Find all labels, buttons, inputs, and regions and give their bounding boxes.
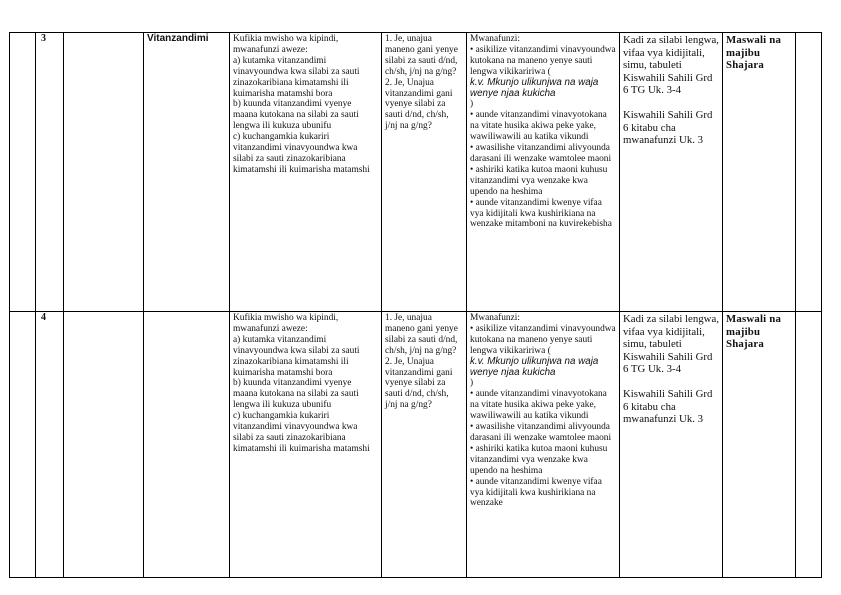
text-line: Kufikia mwisho wa kipindi, mwanafunzi aweze: — [233, 34, 341, 55]
learning-resources-cell — [620, 33, 723, 312]
spacer — [623, 376, 719, 388]
activity-item — [470, 323, 619, 389]
text-line: 1. Je, unajua maneno gani yenye silabi za sauti d/nd, ch/sh, j/nj na g/ng? — [385, 313, 461, 356]
week-cell: 4 — [36, 312, 64, 578]
text-line: • aunde vitanzandimi kwenye vifaa vya kidijitali kwa kushirikiana na wenzake — [470, 476, 605, 509]
text-line: ) — [470, 99, 474, 110]
text-line: a) kutamka vitanzandimi vinavyoundwa kwa silabi za sauti zinazokaribiana kimatamshi ili kuimarisha matamshi bora — [233, 334, 362, 378]
text-line: Mwanafunzi: — [470, 34, 520, 44]
table-row — [10, 312, 822, 578]
text-line: Kiswahili Sahili Grd 6 TG Uk. 3-4 — [623, 350, 716, 376]
lesson-cell — [64, 312, 144, 578]
text-line: Kufikia mwisho wa kipindi, mwanafunzi aweze: — [233, 313, 341, 334]
learning-outcomes-cell — [230, 312, 382, 578]
text-line: Kadi za silabi lengwa, vifaa vya kidijitali, simu, tabuleti — [623, 313, 722, 351]
learning-activities-cell — [467, 33, 620, 312]
text-line: Kadi za silabi lengwa, vifaa vya kidijitali, simu, tabuleti — [623, 34, 722, 72]
text-line: b) kuunda vitanzandimi vyenye maana kutokana na silabi za sauti lengwa ili kukuza ubunifu — [233, 378, 362, 411]
text-line: • aunde vitanzandimi kwenye vifaa vya kidijitali kwa kushirikiana na wenzake mitamboni na kuvirekebisha — [470, 197, 612, 230]
text-line: Kiswahili Sahili Grd 6 kitabu cha mwanafunzi Uk. 3 — [623, 108, 716, 147]
learning-resources-cell — [620, 312, 723, 578]
text-line: • awasilishe vitanzandimi alivyounda darasani ili wenzake wamtolee maoni — [470, 143, 613, 164]
learning-activities-cell — [467, 312, 620, 578]
text-line: • aunde vitanzandimi vinavyotokana na vitate husika akiwa peke yake, wawiliwawili au katika vikundi — [470, 389, 610, 422]
text-line: • ashiriki katika kutoa maoni kuhusu vitanzandimi vya wenzake kwa upendo na heshima — [470, 164, 610, 197]
text-line: Shajara — [726, 338, 764, 351]
week-cell: 3 — [36, 33, 64, 312]
assessment-cell — [723, 33, 796, 312]
text-line: c) kuchangamkia kukariri vitanzandimi vinavyoundwa kwa silabi za sauti zinazokaribiana kimatamshi ili kuimarisha matamshi — [233, 132, 370, 175]
text-line: • asikilize vitanzandimi vinavyoundwa kutokana na maneno yenye sauti lengwa vikikaririwa ( — [470, 323, 619, 356]
remarks-cell — [796, 312, 822, 578]
text-line: c) kuchangamkia kukariri vitanzandimi vinavyoundwa kwa silabi za sauti zinazokaribiana kimatamshi ili kuimarisha matamshi — [233, 411, 370, 454]
text-line: 1. Je, unajua maneno gani yenye silabi za sauti d/nd, ch/sh, j/nj na g/ng? — [385, 34, 461, 77]
activity-item — [470, 44, 619, 110]
remarks-cell — [796, 33, 822, 312]
text-line: • aunde vitanzandimi vinavyotokana na vitate husika akiwa peke yake, wawiliwawili au katika vikundi — [470, 110, 610, 143]
text-line: k.v. Mkunjo ulikunjwa na waja wenye njaa kukicha — [470, 355, 602, 378]
topic-cell — [144, 312, 230, 578]
blank-cell — [10, 33, 36, 312]
key-inquiry-questions-cell — [382, 33, 467, 312]
text-line: • awasilishe vitanzandimi alivyounda darasani ili wenzake wamtolee maoni — [470, 422, 613, 443]
table-row — [10, 33, 822, 312]
text-line: 2. Je, Unajua vitanzandimi gani vyenye silabi za sauti d/nd, ch/sh, j/nj na g/ng? — [385, 77, 455, 132]
text-line: 2. Je, Unajua vitanzandimi gani vyenye silabi za sauti d/nd, ch/sh, j/nj na g/ng? — [385, 356, 455, 411]
text-line: b) kuunda vitanzandimi vyenye maana kutokana na silabi za sauti lengwa ili kukuza ubunifu — [233, 99, 362, 132]
text-line: k.v. Mkunjo ulikunjwa na waja wenye njaa kukicha — [470, 76, 602, 99]
text-line: Mwanafunzi: — [470, 313, 520, 323]
text-line: Maswali na majibu — [726, 313, 784, 338]
text-line: • asikilize vitanzandimi vinavyoundwa kutokana na maneno yenye sauti lengwa vikikaririwa ( — [470, 44, 619, 77]
text-line: a) kutamka vitanzandimi vinavyoundwa kwa silabi za sauti zinazokaribiana kimatamshi ili kuimarisha matamshi bora — [233, 55, 362, 99]
text-line: Maswali na majibu — [726, 34, 784, 59]
topic-cell: Vitanzandimi — [144, 33, 230, 312]
key-inquiry-questions-cell — [382, 312, 467, 578]
assessment-cell — [723, 312, 796, 578]
text-line: Kiswahili Sahili Grd 6 TG Uk. 3-4 — [623, 71, 716, 97]
text-line: Shajara — [726, 59, 764, 72]
text-line: • ashiriki katika kutoa maoni kuhusu vitanzandimi vya wenzake kwa upendo na heshima — [470, 443, 610, 476]
learning-outcomes-cell — [230, 33, 382, 312]
text-line: ) — [470, 378, 474, 389]
spacer — [623, 97, 719, 109]
lesson-cell — [64, 33, 144, 312]
scheme-of-work-table — [9, 32, 822, 578]
text-line: Kiswahili Sahili Grd 6 kitabu cha mwanafunzi Uk. 3 — [623, 387, 716, 426]
blank-cell — [10, 312, 36, 578]
